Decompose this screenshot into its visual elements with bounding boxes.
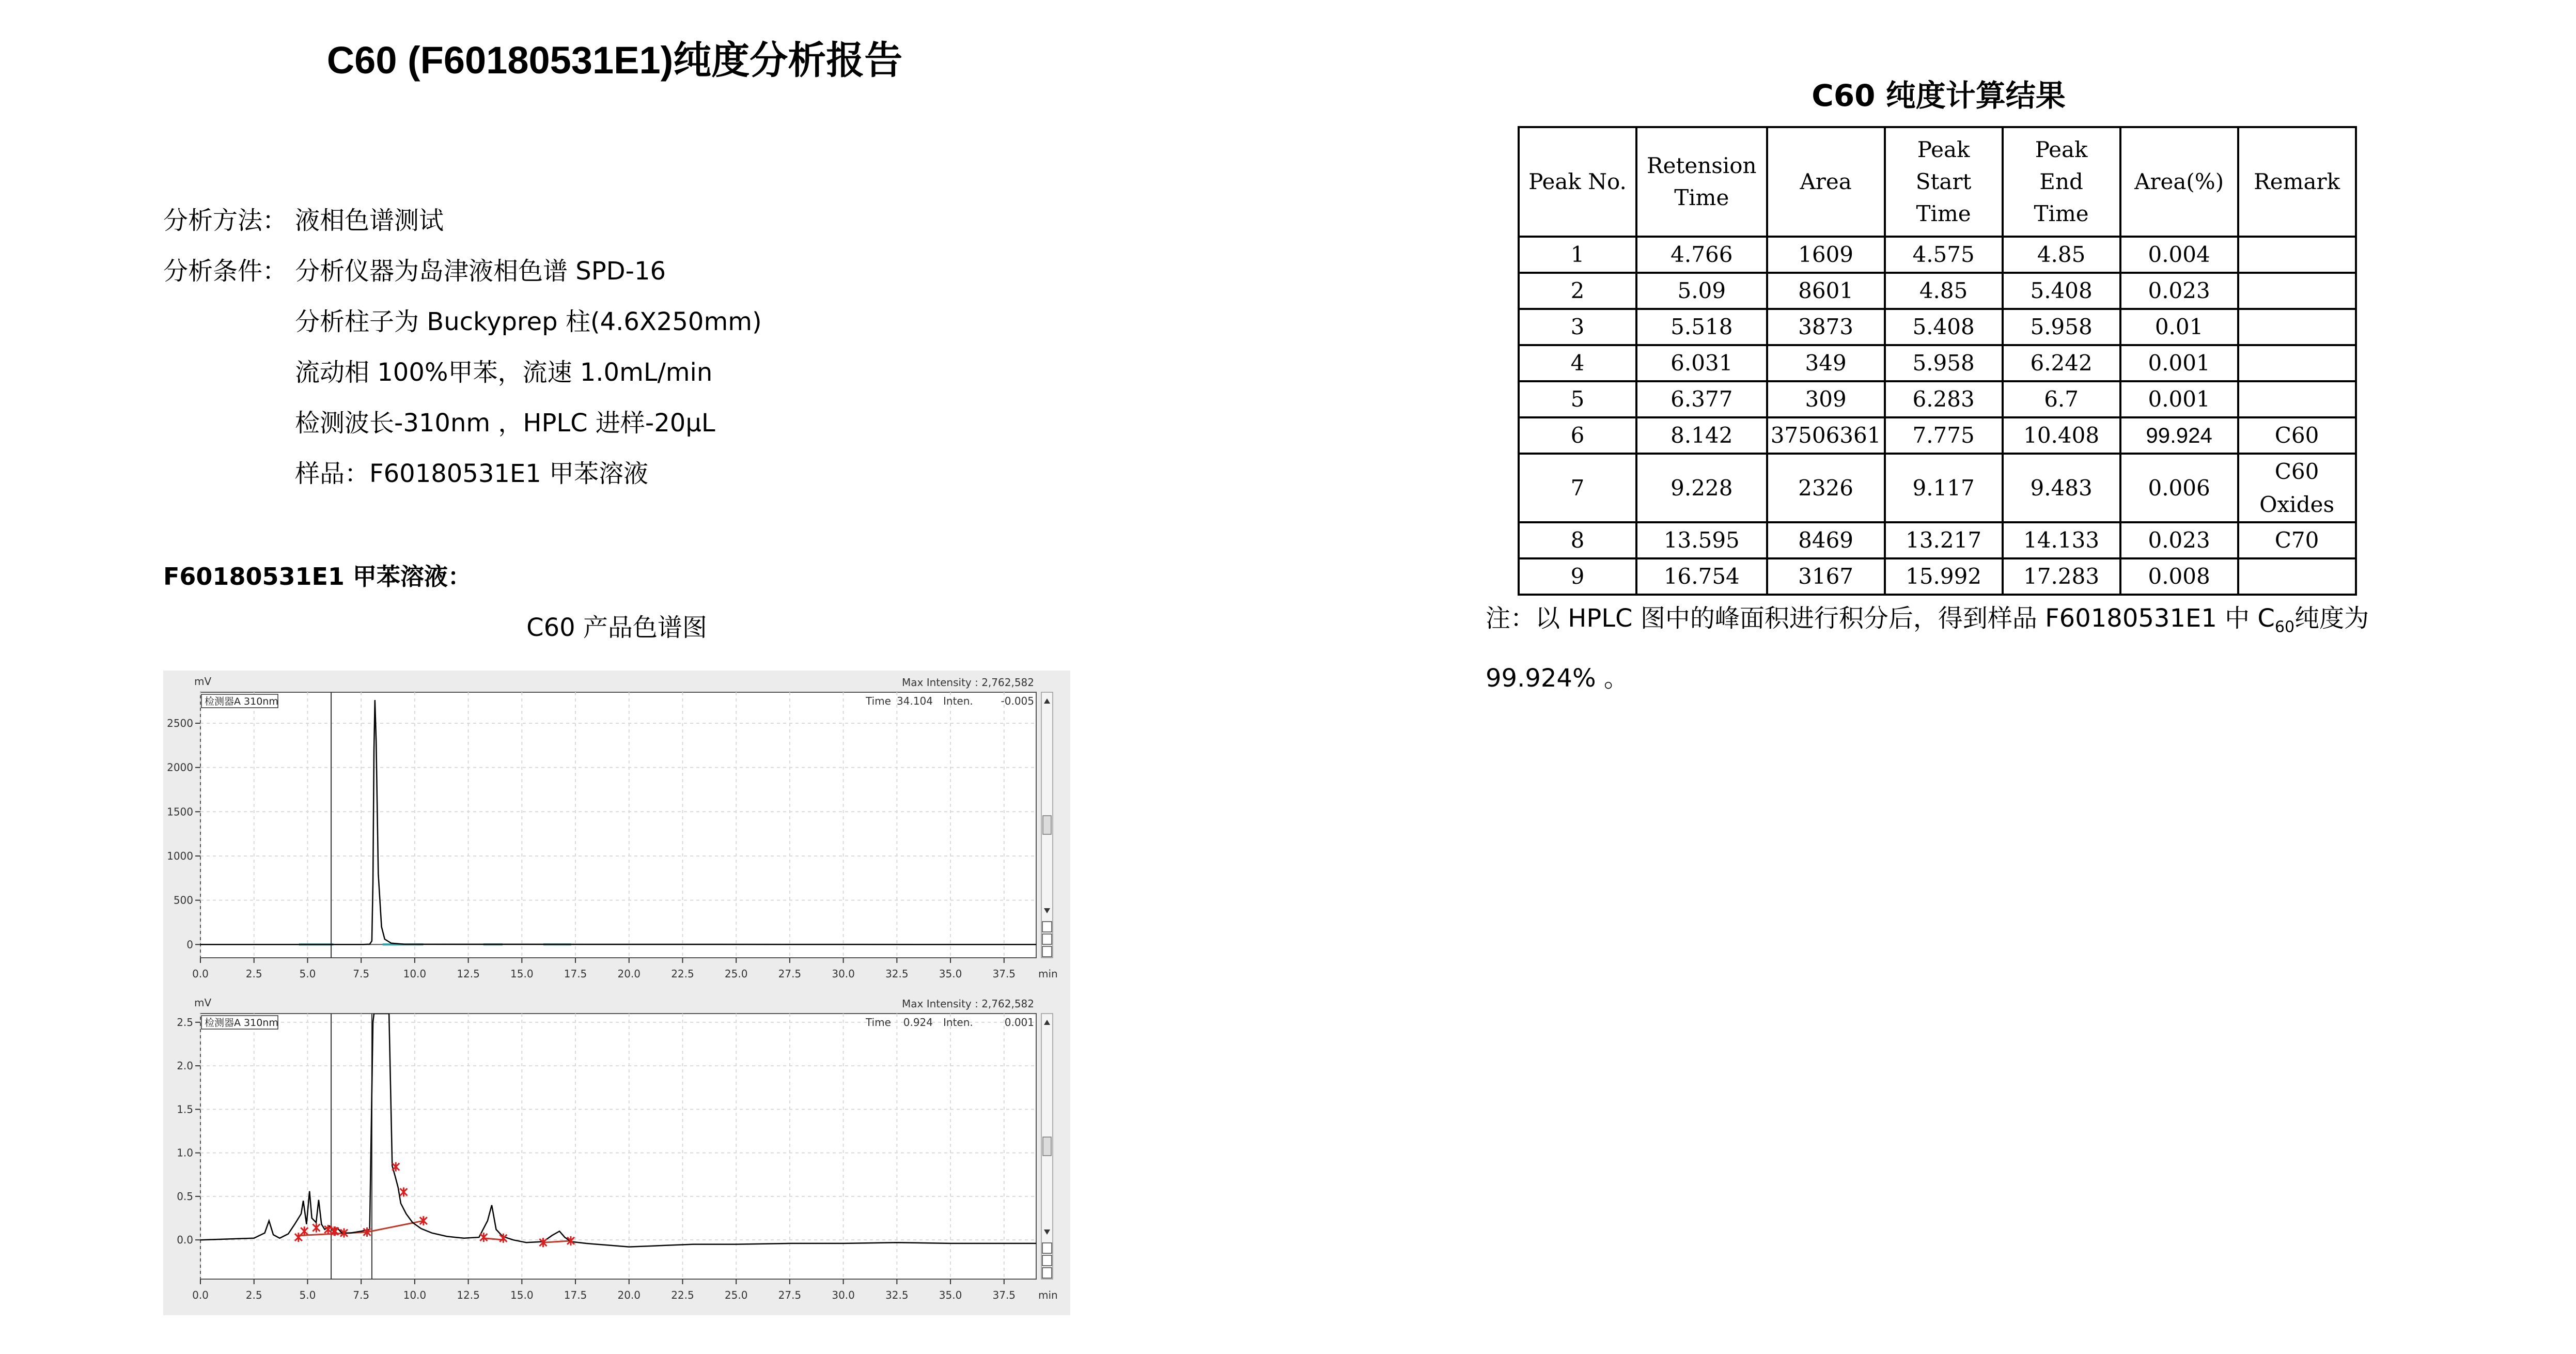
cell-retension-time: 8.142 <box>1636 417 1767 454</box>
cell-peak-start: 13.217 <box>1885 522 2003 558</box>
cell-retension-time: 6.377 <box>1636 381 1767 417</box>
cell-remark <box>2238 273 2356 309</box>
x-tick-label: 2.5 <box>245 968 262 980</box>
y-tick-label: 1500 <box>167 805 193 818</box>
readout-inten-value: 0.001 <box>1004 1016 1034 1029</box>
y-unit-label: mV <box>194 675 212 688</box>
x-tick-label: 0.0 <box>192 1289 209 1301</box>
method-value: 液相色谱测试 <box>295 206 444 235</box>
reset-view-icon <box>1042 1268 1052 1278</box>
x-tick-label: 5.0 <box>299 968 316 980</box>
x-tick-label: 30.0 <box>832 968 855 980</box>
chromatogram-svg <box>163 671 1070 1315</box>
cell-remark <box>2238 381 2356 417</box>
chromatogram-figure <box>163 671 1070 1315</box>
x-tick-label: 15.0 <box>510 968 534 980</box>
header-peak-start-time: Peak Start Time <box>1885 127 2003 237</box>
table-row <box>1519 381 2356 417</box>
y-unit-label: mV <box>194 997 212 1009</box>
x-tick-label: 35.0 <box>939 1289 962 1301</box>
note-suffix: 纯度为 <box>2294 604 2369 633</box>
y-tick-label: 0.0 <box>177 1234 193 1247</box>
cell-peak-start: 5.958 <box>1885 345 2003 381</box>
cell-peak-no: 6 <box>1519 417 1636 454</box>
cell-retension-time: 6.031 <box>1636 345 1767 381</box>
cell-peak-start: 9.117 <box>1885 454 2003 522</box>
cell-peak-end: 6.7 <box>2003 381 2120 417</box>
header-remark: Remark <box>2238 127 2356 237</box>
y-tick-label: 0 <box>186 938 193 951</box>
cell-retension-time: 13.595 <box>1636 522 1767 558</box>
result-note <box>1486 593 2415 704</box>
readout-inten-value: -0.005 <box>1001 695 1034 707</box>
cell-area: 8469 <box>1767 522 1885 558</box>
cell-remark <box>2238 237 2356 273</box>
x-tick-label: 20.0 <box>617 1289 641 1301</box>
x-tick-label: 35.0 <box>939 968 962 980</box>
cell-peak-no: 5 <box>1519 381 1636 417</box>
channel-label: 检测器A 310nm <box>205 696 278 707</box>
condition-column: 分析柱子为 Buckyprep 柱(4.6X250mm) <box>295 307 762 336</box>
x-tick-label: 17.5 <box>564 968 587 980</box>
table-title: C60 纯度计算结果 <box>1812 78 2066 113</box>
x-tick-label: 27.5 <box>778 1289 802 1301</box>
cell-peak-no: 7 <box>1519 454 1636 522</box>
cell-area: 3873 <box>1767 309 1885 345</box>
table-header-row <box>1519 127 2356 237</box>
cell-peak-no: 2 <box>1519 273 1636 309</box>
cell-area: 349 <box>1767 345 1885 381</box>
y-tick-label: 2500 <box>167 717 193 729</box>
zoom-out-icon <box>1042 1255 1052 1266</box>
y-tick-label: 1.0 <box>177 1146 193 1159</box>
cell-peak-start: 7.775 <box>1885 417 2003 454</box>
cell-area-percent: 0.01 <box>2120 309 2238 345</box>
method-label: 分析方法： <box>163 206 288 235</box>
x-tick-label: 12.5 <box>457 1289 480 1301</box>
cell-area-percent: 0.023 <box>2120 273 2238 309</box>
y-tick-label: 2.5 <box>177 1016 193 1029</box>
cell-peak-start: 6.283 <box>1885 381 2003 417</box>
cell-area-percent: 0.001 <box>2120 345 2238 381</box>
cell-remark <box>2238 309 2356 345</box>
channel-label: 检测器A 310nm <box>205 1017 278 1029</box>
cell-area-percent: 0.006 <box>2120 454 2238 522</box>
chart-caption: C60 产品色谱图 <box>526 613 707 642</box>
cell-area-percent: 0.008 <box>2120 558 2238 595</box>
x-tick-label: 2.5 <box>245 1289 262 1301</box>
note-prefix: 注：以 HPLC 图中的峰面积进行积分后，得到样品 F60180531E1 中 C <box>1486 604 2275 633</box>
cell-remark <box>2238 345 2356 381</box>
x-tick-label: 10.0 <box>403 968 427 980</box>
x-tick-label: 20.0 <box>617 968 641 980</box>
cell-peak-no: 8 <box>1519 522 1636 558</box>
cell-peak-end: 5.408 <box>2003 273 2120 309</box>
cell-retension-time: 5.09 <box>1636 273 1767 309</box>
table-row <box>1519 237 2356 273</box>
cell-peak-end: 9.483 <box>2003 454 2120 522</box>
cell-peak-end: 17.283 <box>2003 558 2120 595</box>
cell-area: 8601 <box>1767 273 1885 309</box>
cell-area-percent: 0.001 <box>2120 381 2238 417</box>
method-line <box>163 200 444 236</box>
cell-peak-end: 6.242 <box>2003 345 2120 381</box>
condition-wavelength: 检测波长-310nm ，HPLC 进样-20μL <box>295 409 715 438</box>
max-intensity-label: Max Intensity : 2,762,582 <box>902 998 1034 1010</box>
cell-area: 37506361 <box>1767 417 1885 454</box>
zoom-out-icon <box>1042 934 1052 944</box>
x-tick-label: 22.5 <box>671 1289 694 1301</box>
cell-area: 2326 <box>1767 454 1885 522</box>
cell-remark: C60 <box>2238 417 2356 454</box>
cell-area: 3167 <box>1767 558 1885 595</box>
cell-peak-end: 10.408 <box>2003 417 2120 454</box>
x-tick-label: 32.5 <box>885 1289 909 1301</box>
zoom-in-icon <box>1042 1243 1052 1253</box>
x-tick-label: 22.5 <box>671 968 694 980</box>
table-row <box>1519 558 2356 595</box>
readout-time-value: 0.924 <box>903 1016 933 1029</box>
cell-remark: C60 Oxides <box>2238 454 2356 522</box>
cell-retension-time: 16.754 <box>1636 558 1767 595</box>
table-row <box>1519 522 2356 558</box>
header-area-percent: Area(%) <box>2120 127 2238 237</box>
x-tick-label: 10.0 <box>403 1289 427 1301</box>
x-unit-label: min <box>1038 1289 1058 1301</box>
x-tick-label: 25.0 <box>724 1289 748 1301</box>
x-tick-label: 7.5 <box>353 1289 370 1301</box>
readout-time-value: 34.104 <box>897 695 933 707</box>
cell-peak-end: 5.958 <box>2003 309 2120 345</box>
reset-view-icon <box>1042 946 1052 957</box>
x-tick-label: 37.5 <box>992 968 1016 980</box>
cell-area: 1609 <box>1767 237 1885 273</box>
x-tick-label: 32.5 <box>885 968 909 980</box>
cell-peak-end: 4.85 <box>2003 237 2120 273</box>
sample-heading: F60180531E1 甲苯溶液： <box>163 563 472 590</box>
cell-peak-no: 4 <box>1519 345 1636 381</box>
y-tick-label: 1000 <box>167 849 193 862</box>
scroll-thumb <box>1043 1137 1051 1156</box>
cell-remark: C70 <box>2238 522 2356 558</box>
table-row <box>1519 417 2356 454</box>
header-retension-time: Retension Time <box>1636 127 1767 237</box>
chromatogram-bottom-panel <box>177 997 1058 1301</box>
cell-retension-time: 4.766 <box>1636 237 1767 273</box>
cell-peak-end: 14.133 <box>2003 522 2120 558</box>
y-tick-label: 0.5 <box>177 1190 193 1203</box>
x-tick-label: 7.5 <box>353 968 370 980</box>
x-tick-label: 27.5 <box>778 968 802 980</box>
readout-inten-label: Inten. <box>943 1016 973 1029</box>
zoom-in-icon <box>1042 922 1052 932</box>
readout-time-label: Time <box>866 1016 891 1029</box>
plot-area <box>200 692 1036 958</box>
cell-area-percent: 0.023 <box>2120 522 2238 558</box>
condition-sample: 样品：F60180531E1 甲苯溶液 <box>295 459 649 488</box>
cell-retension-time: 5.518 <box>1636 309 1767 345</box>
note-line-1 <box>1486 593 2415 653</box>
scroll-thumb <box>1043 816 1051 834</box>
x-tick-label: 17.5 <box>564 1289 587 1301</box>
x-tick-label: 5.0 <box>299 1289 316 1301</box>
cell-peak-no: 3 <box>1519 309 1636 345</box>
note-line-2: 99.924% 。 <box>1486 663 1629 693</box>
report-title: C60 (F60180531E1)纯度分析报告 <box>326 39 903 82</box>
max-intensity-label: Max Intensity : 2,762,582 <box>902 676 1034 689</box>
table-row <box>1519 273 2356 309</box>
cell-area: 309 <box>1767 381 1885 417</box>
readout-inten-label: Inten. <box>943 695 973 707</box>
cell-remark <box>2238 558 2356 595</box>
y-tick-label: 2000 <box>167 761 193 774</box>
x-tick-label: 12.5 <box>457 968 480 980</box>
cell-peak-no: 1 <box>1519 237 1636 273</box>
conditions-label: 分析条件： <box>163 257 288 286</box>
x-tick-label: 15.0 <box>510 1289 534 1301</box>
x-tick-label: 30.0 <box>832 1289 855 1301</box>
table-row <box>1519 345 2356 381</box>
y-tick-label: 500 <box>173 894 193 907</box>
table-row <box>1519 309 2356 345</box>
plot-area <box>200 1014 1036 1279</box>
purity-table <box>1518 126 2357 596</box>
x-tick-label: 37.5 <box>992 1289 1016 1301</box>
note-subscript: 60 <box>2274 618 2295 636</box>
y-tick-label: 2.0 <box>177 1060 193 1072</box>
header-area: Area <box>1767 127 1885 237</box>
condition-mobile-phase: 流动相 100%甲苯，流速 1.0mL/min <box>295 358 713 387</box>
readout-time-label: Time <box>866 695 891 707</box>
cell-peak-start: 15.992 <box>1885 558 2003 595</box>
cell-retension-time: 9.228 <box>1636 454 1767 522</box>
x-tick-label: 25.0 <box>724 968 748 980</box>
cell-peak-start: 4.85 <box>1885 273 2003 309</box>
cell-peak-no: 9 <box>1519 558 1636 595</box>
x-unit-label: min <box>1038 968 1058 980</box>
header-peak-no: Peak No. <box>1519 127 1636 237</box>
cell-peak-start: 4.575 <box>1885 237 2003 273</box>
cell-area-percent: 99.924 <box>2120 417 2238 454</box>
header-peak-end-time: Peak End Time <box>2003 127 2120 237</box>
cell-peak-start: 5.408 <box>1885 309 2003 345</box>
condition-instrument: 分析仪器为岛津液相色谱 SPD-16 <box>295 257 666 286</box>
x-tick-label: 0.0 <box>192 968 209 980</box>
chromatogram-top-panel <box>167 675 1058 980</box>
y-tick-label: 1.5 <box>177 1103 193 1116</box>
conditions-line <box>163 251 666 287</box>
table-row <box>1519 454 2356 522</box>
cell-area-percent: 0.004 <box>2120 237 2238 273</box>
